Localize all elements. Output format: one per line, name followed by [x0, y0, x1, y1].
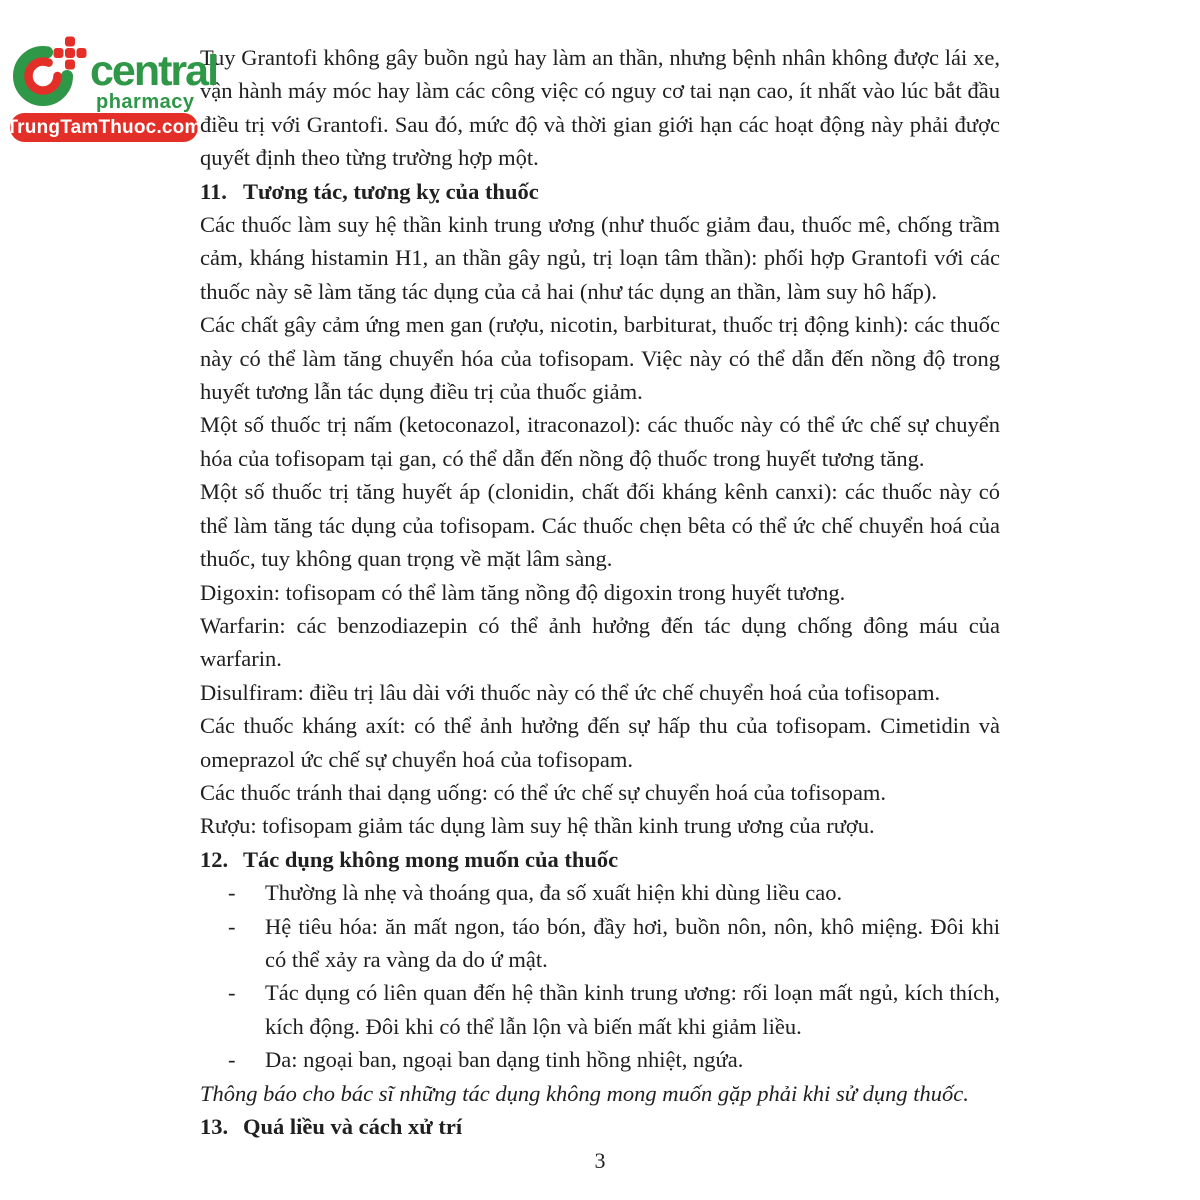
bullet-text: Hệ tiêu hóa: ăn mất ngon, táo bón, đầy hơi, buồn nôn, nôn, khô miệng. Đôi khi có thể xảy ra vàng da do ứ mật.	[265, 913, 1000, 972]
section-13-title: Quá liều và cách xử trí	[243, 1114, 463, 1139]
section-12-heading	[200, 843, 1000, 876]
section-13-heading	[200, 1110, 1000, 1143]
paragraph-enzyme-inducers: Các chất gây cảm ứng men gan (rượu, nicotin, barbiturat, thuốc trị động kinh): các thuốc này có thể làm tăng chuyển hóa của tofisopam. Việc này có thể dẫn đến nồng độ trong huyết tương lẫn tác dụng điều trị của thuốc giảm.	[200, 312, 1000, 405]
list-item	[200, 1043, 1000, 1076]
logo-website-badge: TrungTamThuoc.com	[10, 113, 198, 142]
bullet-marker: -	[228, 1047, 236, 1073]
section-11-heading	[200, 175, 1000, 208]
section-12-number: 12.	[200, 846, 229, 872]
bullet-text: Da: ngoại ban, ngoại ban dạng tinh hồng nhiệt, ngứa.	[265, 1047, 744, 1073]
bullet-marker: -	[228, 880, 236, 906]
section-11-title: Tương tác, tương kỵ của thuốc	[243, 178, 539, 204]
plus-icon	[54, 37, 87, 70]
list-item	[200, 876, 1000, 909]
doctor-notification-note: Thông báo cho bác sĩ những tác dụng không mong muốn gặp phải khi sử dụng thuốc.	[200, 1080, 969, 1106]
paragraph-antihypertensives: Một số thuốc trị tăng huyết áp (clonidin, chất đối kháng kênh canxi): các thuốc này có thể làm tăng tác dụng của tofisopam. Các thuốc chẹn bêta có thể ức chế chuyển hoá của thuốc, tuy không quan trọng về mặt lâm sàng.	[200, 479, 1000, 572]
section-12-title: Tác dụng không mong muốn của thuốc	[243, 846, 619, 872]
bullet-text: Tác dụng có liên quan đến hệ thần kinh trung ương: rối loạn mất ngủ, kích thích, kích động. Đôi khi có thể lẫn lộn và biến mất khi giảm liều.	[265, 980, 1000, 1039]
paragraph-alcohol: Rượu: tofisopam giảm tác dụng làm suy hệ thần kinh trung ương của rượu.	[200, 813, 875, 839]
section-13-number: 13.	[200, 1114, 229, 1139]
paragraph-oral-contraceptives: Các thuốc tránh thai dạng uống: có thể ức chế sự chuyển hoá của tofisopam.	[200, 779, 887, 805]
paragraph-disulfiram: Disulfiram: điều trị lâu dài với thuốc này có thể ức chế chuyển hoá của tofisopam.	[200, 679, 941, 705]
bullet-marker: -	[228, 913, 236, 939]
central-pharmacy-logo	[8, 34, 218, 149]
logo-brand-text: central	[90, 47, 218, 95]
paragraph-warfarin: Warfarin: các benzodiazepin có thể ảnh hưởng đến tác dụng chống đông máu của warfarin.	[200, 612, 1000, 672]
section-11-number: 11.	[200, 178, 227, 204]
list-item	[200, 910, 1000, 977]
intro-paragraph: Tuy Grantofi không gây buồn ngủ hay làm an thần, nhưng bệnh nhân không được lái xe, vận hành máy móc hay làm các công việc có nguy cơ tai nạn cao, ít nhất vào lúc bắt đầu điều trị với Grantofi. Sau đó, mức độ và thời gian giới hạn các hoạt động này phải được quyết định theo từng trường hợp một.	[200, 45, 1000, 171]
bullet-text: Thường là nhẹ và thoáng qua, đa số xuất hiện khi dùng liều cao.	[265, 880, 843, 906]
list-item	[200, 976, 1000, 1043]
bullet-marker: -	[228, 980, 236, 1006]
document-text-column	[200, 41, 1000, 1143]
paragraph-cns-depressants: Các thuốc làm suy hệ thần kinh trung ương (như thuốc giảm đau, thuốc mê, chống trầm cảm, kháng histamin H1, an thần gây ngủ, trị loạn tâm thần): phối hợp Grantofi với các thuốc này sẽ làm tăng tác dụng của cả hai (như tác dụng an thần, làm suy hô hấp).	[200, 212, 1000, 304]
paragraph-digoxin: Digoxin: tofisopam có thể làm tăng nồng độ digoxin trong huyết tương.	[200, 579, 846, 605]
paragraph-antacids: Các thuốc kháng axít: có thể ảnh hưởng đến sự hấp thu của tofisopam. Cimetidin và omeprazol ức chế sự chuyển hoá của tofisopam.	[200, 713, 1000, 772]
paragraph-antifungals: Một số thuốc trị nấm (ketoconazol, itraconazol): các thuốc này có thể ức chế sự chuyển hóa của tofisopam tại gan, có thể dẫn đến nồng độ thuốc trong huyết tương tăng.	[200, 412, 1000, 471]
page-number: 3	[594, 1148, 606, 1173]
central-pharmacy-logo-icon	[13, 36, 93, 110]
logo-tagline-text: pharmacy	[96, 91, 195, 113]
